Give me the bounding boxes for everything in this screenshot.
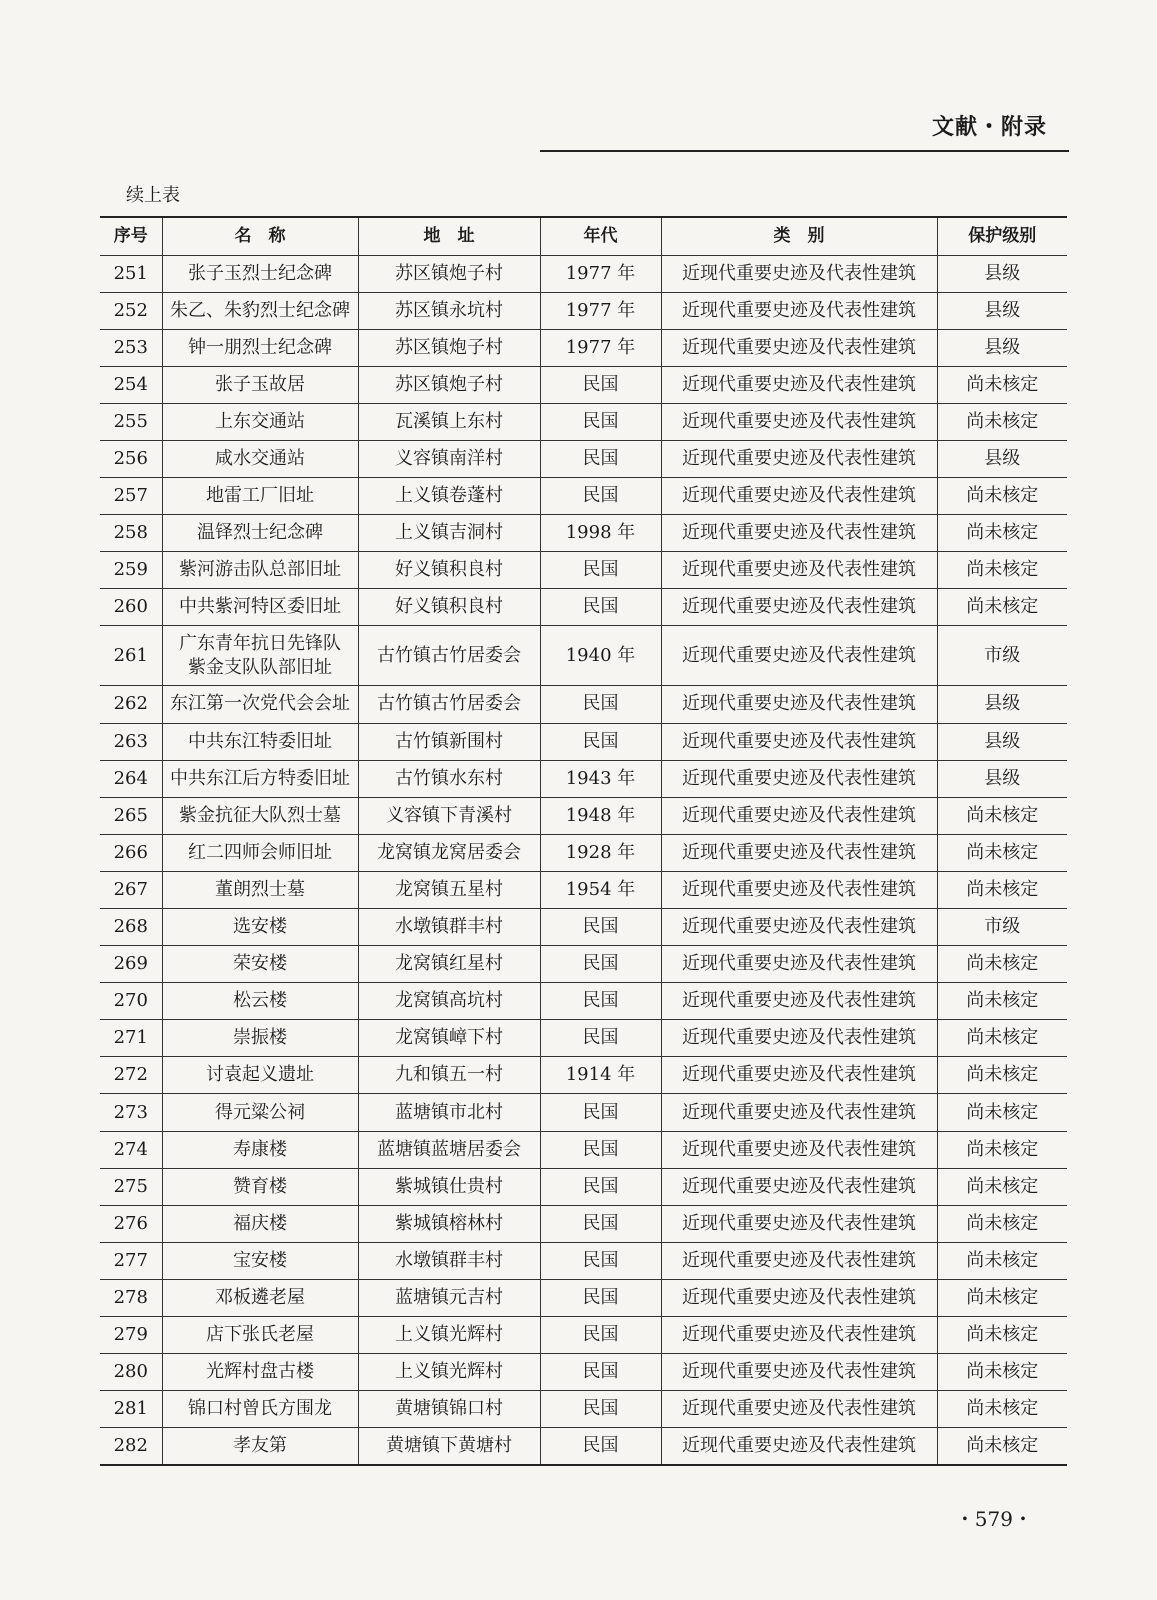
cell-name: 广东青年抗日先锋队 紫金支队队部旧址 xyxy=(162,626,358,686)
cell-address: 蓝塘镇市北村 xyxy=(358,1094,540,1131)
cell-name: 赞育楼 xyxy=(162,1168,358,1205)
cell-address: 苏区镇炮子村 xyxy=(358,329,540,366)
cell-category: 近现代重要史迹及代表性建筑 xyxy=(661,1057,937,1094)
table-row xyxy=(100,1020,1067,1057)
table-row xyxy=(100,589,1067,626)
continuation-label: 续上表 xyxy=(126,185,180,206)
table-row xyxy=(100,983,1067,1020)
cell-era: 1914 年 xyxy=(540,1057,661,1094)
cell-era: 1940 年 xyxy=(540,626,661,686)
cell-address: 水墩镇群丰村 xyxy=(358,1242,540,1279)
cell-era: 1998 年 xyxy=(540,515,661,552)
cell-era: 民国 xyxy=(540,366,661,403)
cell-index: 261 xyxy=(100,626,162,686)
cell-era: 民国 xyxy=(540,478,661,515)
cell-address: 古竹镇水东村 xyxy=(358,760,540,797)
cell-index: 259 xyxy=(100,552,162,589)
cell-protection-level: 县级 xyxy=(937,760,1067,797)
cell-index: 256 xyxy=(100,440,162,477)
table-row xyxy=(100,1131,1067,1168)
cell-name: 东江第一次党代会会址 xyxy=(162,686,358,723)
cell-protection-level: 尚未核定 xyxy=(937,366,1067,403)
cell-category: 近现代重要史迹及代表性建筑 xyxy=(661,834,937,871)
cell-era: 民国 xyxy=(540,1205,661,1242)
cell-name: 红二四师会师旧址 xyxy=(162,834,358,871)
cell-address: 蓝塘镇蓝塘居委会 xyxy=(358,1131,540,1168)
cell-index: 276 xyxy=(100,1205,162,1242)
table-row xyxy=(100,1391,1067,1428)
cell-name: 宝安楼 xyxy=(162,1242,358,1279)
cell-era: 民国 xyxy=(540,1094,661,1131)
cell-index: 260 xyxy=(100,589,162,626)
cell-index: 278 xyxy=(100,1279,162,1316)
cell-protection-level: 尚未核定 xyxy=(937,515,1067,552)
cell-era: 民国 xyxy=(540,1131,661,1168)
cell-category: 近现代重要史迹及代表性建筑 xyxy=(661,552,937,589)
cell-era: 民国 xyxy=(540,1168,661,1205)
cell-index: 255 xyxy=(100,403,162,440)
cell-index: 267 xyxy=(100,871,162,908)
cell-era: 民国 xyxy=(540,1428,661,1465)
cell-index: 269 xyxy=(100,946,162,983)
cell-name: 温铎烈士纪念碑 xyxy=(162,515,358,552)
cell-category: 近现代重要史迹及代表性建筑 xyxy=(661,329,937,366)
cell-protection-level: 尚未核定 xyxy=(937,1057,1067,1094)
cell-address: 上义镇光辉村 xyxy=(358,1317,540,1354)
cell-category: 近现代重要史迹及代表性建筑 xyxy=(661,1317,937,1354)
cell-era: 1928 年 xyxy=(540,834,661,871)
cell-category: 近现代重要史迹及代表性建筑 xyxy=(661,478,937,515)
cell-address: 古竹镇新围村 xyxy=(358,723,540,760)
cell-address: 好义镇积良村 xyxy=(358,589,540,626)
cell-category: 近现代重要史迹及代表性建筑 xyxy=(661,589,937,626)
cell-protection-level: 县级 xyxy=(937,440,1067,477)
cell-era: 1977 年 xyxy=(540,329,661,366)
cell-era: 民国 xyxy=(540,589,661,626)
table-row xyxy=(100,723,1067,760)
cell-protection-level: 尚未核定 xyxy=(937,1131,1067,1168)
cell-address: 龙窝镇龙窝居委会 xyxy=(358,834,540,871)
table-row xyxy=(100,760,1067,797)
cell-protection-level: 尚未核定 xyxy=(937,1242,1067,1279)
cell-era: 1954 年 xyxy=(540,871,661,908)
cell-era: 民国 xyxy=(540,1279,661,1316)
cell-protection-level: 尚未核定 xyxy=(937,834,1067,871)
cell-index: 254 xyxy=(100,366,162,403)
cell-address: 瓦溪镇上东村 xyxy=(358,403,540,440)
cell-address: 古竹镇古竹居委会 xyxy=(358,686,540,723)
cell-name: 寿康楼 xyxy=(162,1131,358,1168)
table-header xyxy=(100,217,1067,255)
cell-protection-level: 尚未核定 xyxy=(937,1168,1067,1205)
cell-index: 266 xyxy=(100,834,162,871)
cell-address: 蓝塘镇元吉村 xyxy=(358,1279,540,1316)
cell-name: 张子玉烈士纪念碑 xyxy=(162,255,358,292)
cell-category: 近现代重要史迹及代表性建筑 xyxy=(661,946,937,983)
cell-protection-level: 市级 xyxy=(937,626,1067,686)
table-row xyxy=(100,478,1067,515)
cell-era: 民国 xyxy=(540,440,661,477)
table-row xyxy=(100,552,1067,589)
cell-category: 近现代重要史迹及代表性建筑 xyxy=(661,983,937,1020)
cell-protection-level: 尚未核定 xyxy=(937,1205,1067,1242)
table-row xyxy=(100,834,1067,871)
cell-index: 252 xyxy=(100,292,162,329)
cell-index: 272 xyxy=(100,1057,162,1094)
table-row xyxy=(100,1242,1067,1279)
col-header-name: 名 称 xyxy=(162,217,358,255)
cell-era: 1977 年 xyxy=(540,292,661,329)
table-row xyxy=(100,1094,1067,1131)
cell-category: 近现代重要史迹及代表性建筑 xyxy=(661,1242,937,1279)
cell-category: 近现代重要史迹及代表性建筑 xyxy=(661,440,937,477)
table-row xyxy=(100,1428,1067,1465)
cell-era: 民国 xyxy=(540,686,661,723)
cell-index: 268 xyxy=(100,909,162,946)
table-row xyxy=(100,1279,1067,1316)
cell-name: 上东交通站 xyxy=(162,403,358,440)
cell-name: 松云楼 xyxy=(162,983,358,1020)
cell-index: 277 xyxy=(100,1242,162,1279)
cell-index: 257 xyxy=(100,478,162,515)
cell-era: 民国 xyxy=(540,1242,661,1279)
table-row xyxy=(100,1168,1067,1205)
col-header-category: 类 别 xyxy=(661,217,937,255)
cell-name: 选安楼 xyxy=(162,909,358,946)
cell-category: 近现代重要史迹及代表性建筑 xyxy=(661,686,937,723)
cell-address: 好义镇积良村 xyxy=(358,552,540,589)
cell-protection-level: 县级 xyxy=(937,723,1067,760)
cell-name: 孝友第 xyxy=(162,1428,358,1465)
table-row xyxy=(100,1057,1067,1094)
cell-category: 近现代重要史迹及代表性建筑 xyxy=(661,515,937,552)
cell-name: 讨袁起义遗址 xyxy=(162,1057,358,1094)
cell-protection-level: 尚未核定 xyxy=(937,983,1067,1020)
cell-address: 龙窝镇嶂下村 xyxy=(358,1020,540,1057)
table-row xyxy=(100,366,1067,403)
col-header-index: 序号 xyxy=(100,217,162,255)
cell-address: 苏区镇炮子村 xyxy=(358,366,540,403)
table-row xyxy=(100,255,1067,292)
cell-era: 民国 xyxy=(540,909,661,946)
cell-protection-level: 尚未核定 xyxy=(937,1317,1067,1354)
table-row xyxy=(100,871,1067,908)
cell-index: 279 xyxy=(100,1317,162,1354)
cell-index: 253 xyxy=(100,329,162,366)
cell-category: 近现代重要史迹及代表性建筑 xyxy=(661,1428,937,1465)
cell-address: 黄塘镇锦口村 xyxy=(358,1391,540,1428)
cell-address: 黄塘镇下黄塘村 xyxy=(358,1428,540,1465)
table-row xyxy=(100,686,1067,723)
cell-index: 271 xyxy=(100,1020,162,1057)
cell-era: 民国 xyxy=(540,1317,661,1354)
cell-name: 中共东江后方特委旧址 xyxy=(162,760,358,797)
cell-protection-level: 尚未核定 xyxy=(937,478,1067,515)
cell-protection-level: 尚未核定 xyxy=(937,1354,1067,1391)
cell-protection-level: 尚未核定 xyxy=(937,403,1067,440)
table-row xyxy=(100,626,1067,686)
cell-era: 1948 年 xyxy=(540,797,661,834)
cell-name: 邓板遴老屋 xyxy=(162,1279,358,1316)
cell-era: 民国 xyxy=(540,1354,661,1391)
cell-name: 咸水交通站 xyxy=(162,440,358,477)
cell-name: 得元粱公祠 xyxy=(162,1094,358,1131)
table-row xyxy=(100,440,1067,477)
cell-category: 近现代重要史迹及代表性建筑 xyxy=(661,1354,937,1391)
cell-protection-level: 市级 xyxy=(937,909,1067,946)
table-row xyxy=(100,329,1067,366)
cell-index: 280 xyxy=(100,1354,162,1391)
cell-category: 近现代重要史迹及代表性建筑 xyxy=(661,797,937,834)
cell-category: 近现代重要史迹及代表性建筑 xyxy=(661,723,937,760)
table-row xyxy=(100,403,1067,440)
header-row xyxy=(100,217,1067,255)
col-header-era: 年代 xyxy=(540,217,661,255)
cell-protection-level: 尚未核定 xyxy=(937,589,1067,626)
cell-era: 民国 xyxy=(540,946,661,983)
cell-protection-level: 尚未核定 xyxy=(937,871,1067,908)
cell-address: 水墩镇群丰村 xyxy=(358,909,540,946)
cell-index: 251 xyxy=(100,255,162,292)
cell-name: 紫河游击队总部旧址 xyxy=(162,552,358,589)
cell-era: 民国 xyxy=(540,403,661,440)
table-row xyxy=(100,515,1067,552)
cell-category: 近现代重要史迹及代表性建筑 xyxy=(661,871,937,908)
cell-address: 上义镇吉洞村 xyxy=(358,515,540,552)
page-number: ・579・ xyxy=(954,1507,1033,1531)
cell-protection-level: 尚未核定 xyxy=(937,1020,1067,1057)
cell-era: 民国 xyxy=(540,723,661,760)
cell-category: 近现代重要史迹及代表性建筑 xyxy=(661,1391,937,1428)
cell-era: 1977 年 xyxy=(540,255,661,292)
cell-name: 钟一朋烈士纪念碑 xyxy=(162,329,358,366)
table-row xyxy=(100,1317,1067,1354)
cell-protection-level: 县级 xyxy=(937,686,1067,723)
cell-name: 店下张氏老屋 xyxy=(162,1317,358,1354)
table-row xyxy=(100,1205,1067,1242)
cell-address: 义容镇下青溪村 xyxy=(358,797,540,834)
page-header-title: 文献・附录 xyxy=(931,115,1047,140)
cell-protection-level: 尚未核定 xyxy=(937,797,1067,834)
cell-era: 民国 xyxy=(540,1020,661,1057)
cell-index: 270 xyxy=(100,983,162,1020)
cell-index: 258 xyxy=(100,515,162,552)
cell-category: 近现代重要史迹及代表性建筑 xyxy=(661,626,937,686)
cell-protection-level: 尚未核定 xyxy=(937,1391,1067,1428)
cell-index: 274 xyxy=(100,1131,162,1168)
cell-address: 上义镇光辉村 xyxy=(358,1354,540,1391)
cell-category: 近现代重要史迹及代表性建筑 xyxy=(661,366,937,403)
cell-name: 锦口村曾氏方围龙 xyxy=(162,1391,358,1428)
cell-name: 紫金抗征大队烈士墓 xyxy=(162,797,358,834)
cell-name: 崇振楼 xyxy=(162,1020,358,1057)
cell-index: 281 xyxy=(100,1391,162,1428)
cell-index: 273 xyxy=(100,1094,162,1131)
table-row xyxy=(100,909,1067,946)
cell-name: 地雷工厂旧址 xyxy=(162,478,358,515)
table-body xyxy=(100,255,1067,1465)
col-header-address: 地 址 xyxy=(358,217,540,255)
cell-category: 近现代重要史迹及代表性建筑 xyxy=(661,1094,937,1131)
cell-address: 苏区镇永坑村 xyxy=(358,292,540,329)
cell-category: 近现代重要史迹及代表性建筑 xyxy=(661,1020,937,1057)
cell-name: 董朗烈士墓 xyxy=(162,871,358,908)
cell-protection-level: 尚未核定 xyxy=(937,1428,1067,1465)
cell-era: 1943 年 xyxy=(540,760,661,797)
col-header-protection-level: 保护级别 xyxy=(937,217,1067,255)
cell-era: 民国 xyxy=(540,1391,661,1428)
cell-index: 265 xyxy=(100,797,162,834)
cell-index: 263 xyxy=(100,723,162,760)
cell-era: 民国 xyxy=(540,983,661,1020)
cell-category: 近现代重要史迹及代表性建筑 xyxy=(661,1279,937,1316)
table-row xyxy=(100,292,1067,329)
cell-index: 282 xyxy=(100,1428,162,1465)
cell-index: 275 xyxy=(100,1168,162,1205)
cell-category: 近现代重要史迹及代表性建筑 xyxy=(661,1205,937,1242)
cell-category: 近现代重要史迹及代表性建筑 xyxy=(661,403,937,440)
cell-protection-level: 尚未核定 xyxy=(937,552,1067,589)
header-rule xyxy=(540,150,1069,152)
cell-address: 龙窝镇高坑村 xyxy=(358,983,540,1020)
relics-table xyxy=(100,216,1067,1466)
cell-protection-level: 县级 xyxy=(937,255,1067,292)
cell-address: 紫城镇榕林村 xyxy=(358,1205,540,1242)
cell-protection-level: 尚未核定 xyxy=(937,1279,1067,1316)
cell-address: 上义镇卷蓬村 xyxy=(358,478,540,515)
table-row xyxy=(100,946,1067,983)
cell-category: 近现代重要史迹及代表性建筑 xyxy=(661,255,937,292)
cell-name: 中共东江特委旧址 xyxy=(162,723,358,760)
cell-index: 262 xyxy=(100,686,162,723)
cell-protection-level: 县级 xyxy=(937,329,1067,366)
cell-name: 朱乙、朱豹烈士纪念碑 xyxy=(162,292,358,329)
cell-name: 光辉村盘古楼 xyxy=(162,1354,358,1391)
cell-protection-level: 尚未核定 xyxy=(937,946,1067,983)
cell-index: 264 xyxy=(100,760,162,797)
cell-era: 民国 xyxy=(540,552,661,589)
cell-address: 龙窝镇五星村 xyxy=(358,871,540,908)
cell-address: 义容镇南洋村 xyxy=(358,440,540,477)
table-row xyxy=(100,797,1067,834)
cell-address: 紫城镇仕贵村 xyxy=(358,1168,540,1205)
cell-protection-level: 县级 xyxy=(937,292,1067,329)
cell-address: 古竹镇古竹居委会 xyxy=(358,626,540,686)
cell-name: 中共紫河特区委旧址 xyxy=(162,589,358,626)
cell-address: 苏区镇炮子村 xyxy=(358,255,540,292)
cell-category: 近现代重要史迹及代表性建筑 xyxy=(661,292,937,329)
cell-name: 福庆楼 xyxy=(162,1205,358,1242)
cell-name: 荣安楼 xyxy=(162,946,358,983)
cell-category: 近现代重要史迹及代表性建筑 xyxy=(661,1131,937,1168)
cell-address: 龙窝镇红星村 xyxy=(358,946,540,983)
cell-address: 九和镇五一村 xyxy=(358,1057,540,1094)
cell-category: 近现代重要史迹及代表性建筑 xyxy=(661,1168,937,1205)
cell-name: 张子玉故居 xyxy=(162,366,358,403)
table-row xyxy=(100,1354,1067,1391)
cell-category: 近现代重要史迹及代表性建筑 xyxy=(661,909,937,946)
cell-category: 近现代重要史迹及代表性建筑 xyxy=(661,760,937,797)
cell-protection-level: 尚未核定 xyxy=(937,1094,1067,1131)
